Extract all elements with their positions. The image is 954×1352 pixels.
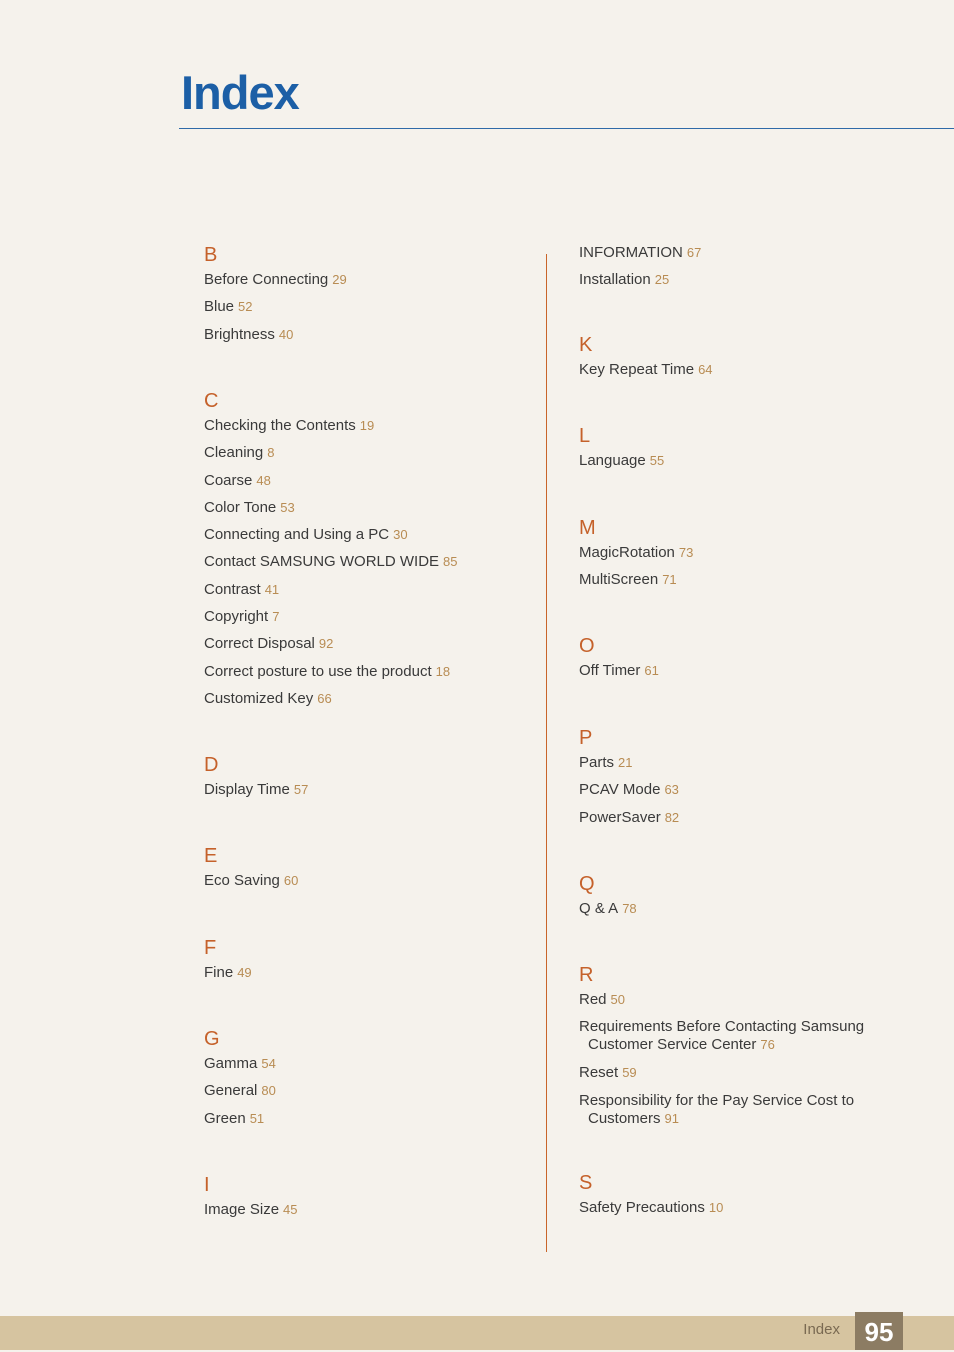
entry-page: 52 bbox=[238, 299, 253, 315]
entry-text: Parts bbox=[579, 754, 615, 771]
index-section-e bbox=[204, 844, 524, 899]
index-entry[interactable] bbox=[204, 1110, 524, 1128]
index-entry[interactable] bbox=[204, 663, 524, 681]
section-letter: I bbox=[204, 1174, 210, 1196]
entry-page: 18 bbox=[435, 663, 451, 679]
index-entry[interactable] bbox=[579, 361, 909, 379]
entry-text: Green bbox=[204, 1109, 246, 1127]
index-entry[interactable] bbox=[204, 1201, 524, 1219]
index-section-g bbox=[204, 1027, 524, 1137]
entry-page: 41 bbox=[264, 581, 280, 597]
title-divider bbox=[179, 128, 954, 129]
entry-page: 82 bbox=[664, 809, 680, 825]
index-section-i bbox=[204, 1173, 524, 1228]
index-entry[interactable] bbox=[579, 544, 909, 562]
entry-page: 91 bbox=[664, 1110, 679, 1126]
entry-text: Correct Disposal bbox=[204, 635, 315, 653]
section-letter: M bbox=[579, 517, 596, 539]
index-entry[interactable] bbox=[204, 581, 524, 599]
entry-page: 73 bbox=[678, 545, 694, 560]
entry-text: Fine bbox=[204, 964, 234, 981]
entry-page: 60 bbox=[283, 873, 299, 888]
entry-text: Checking the Contents bbox=[204, 417, 356, 434]
index-entry[interactable] bbox=[204, 1055, 524, 1073]
entry-text: Correct posture to use the product bbox=[204, 662, 432, 680]
index-entry[interactable] bbox=[579, 571, 909, 589]
entry-page: 67 bbox=[686, 245, 702, 260]
entry-text: Contrast bbox=[204, 580, 261, 598]
entry-text: Contact SAMSUNG WORLD WIDE bbox=[204, 553, 440, 571]
index-entry[interactable] bbox=[204, 964, 524, 982]
index-entry[interactable] bbox=[579, 662, 909, 680]
section-letter: R bbox=[579, 964, 594, 986]
page-title: Index bbox=[181, 66, 299, 119]
entry-text: MultiScreen bbox=[579, 571, 659, 589]
entry-page: 49 bbox=[237, 965, 252, 980]
entry-text: PCAV Mode bbox=[579, 781, 661, 799]
entry-page: 50 bbox=[610, 992, 625, 1007]
index-entry[interactable] bbox=[579, 244, 909, 262]
index-section-m bbox=[579, 516, 909, 599]
index-entry[interactable] bbox=[204, 526, 524, 544]
entry-text: PowerSaver bbox=[579, 808, 661, 826]
section-letter: L bbox=[579, 425, 591, 447]
section-letter: P bbox=[579, 727, 593, 749]
page-number: 95 bbox=[855, 1312, 903, 1350]
entry-text: INFORMATION bbox=[579, 244, 683, 261]
entry-text: Image Size bbox=[204, 1201, 280, 1218]
section-letter: E bbox=[204, 845, 218, 867]
index-entry[interactable] bbox=[579, 1018, 888, 1054]
entry-page: 51 bbox=[249, 1110, 265, 1126]
entry-text: Q & A bbox=[579, 900, 619, 917]
index-section-i-continued bbox=[579, 244, 909, 299]
entry-text: Display Time bbox=[204, 781, 290, 798]
entry-text: Blue bbox=[204, 298, 235, 316]
section-letter: Q bbox=[579, 873, 595, 895]
section-letter: C bbox=[204, 390, 219, 412]
index-section-d bbox=[204, 753, 524, 808]
section-letter: K bbox=[579, 334, 593, 356]
index-section-s bbox=[579, 1171, 909, 1226]
entry-page: 64 bbox=[698, 362, 713, 377]
section-letter: O bbox=[579, 635, 595, 657]
entry-page: 8 bbox=[267, 445, 275, 461]
entry-text: Reset bbox=[579, 1064, 619, 1082]
entry-text: Color Tone bbox=[204, 498, 277, 516]
index-section-b bbox=[204, 243, 524, 353]
index-entry[interactable] bbox=[204, 417, 524, 435]
index-entry[interactable] bbox=[579, 1064, 909, 1082]
entry-text: Gamma bbox=[204, 1055, 258, 1072]
entry-page: 61 bbox=[644, 663, 659, 678]
index-section-p bbox=[579, 726, 909, 836]
index-entry[interactable] bbox=[204, 499, 524, 517]
section-letter: B bbox=[204, 244, 218, 266]
index-entry[interactable] bbox=[204, 444, 524, 462]
section-letter: S bbox=[579, 1172, 593, 1194]
index-entry[interactable] bbox=[579, 809, 909, 827]
index-entry[interactable] bbox=[204, 872, 524, 890]
entry-text: Connecting and Using a PC bbox=[204, 526, 390, 544]
index-entry[interactable] bbox=[204, 608, 524, 626]
entry-text: Off Timer bbox=[579, 662, 641, 679]
section-letter: F bbox=[204, 937, 217, 959]
index-entry[interactable] bbox=[204, 298, 524, 316]
entry-text: Key Repeat Time bbox=[579, 361, 695, 378]
entry-page: 78 bbox=[622, 901, 637, 916]
index-section-f bbox=[204, 936, 524, 991]
index-entry[interactable] bbox=[204, 271, 524, 289]
entry-text: Brightness bbox=[204, 325, 275, 343]
entry-page: 7 bbox=[272, 609, 280, 625]
entry-text: Before Connecting bbox=[204, 271, 329, 288]
entry-text: Installation bbox=[579, 271, 651, 289]
entry-page: 71 bbox=[662, 572, 677, 588]
index-entry[interactable] bbox=[204, 1082, 524, 1100]
entry-page: 59 bbox=[622, 1065, 637, 1081]
entry-page: 45 bbox=[283, 1202, 298, 1217]
index-entry[interactable] bbox=[579, 271, 909, 289]
entry-page: 85 bbox=[443, 554, 458, 570]
section-letter: D bbox=[204, 754, 219, 776]
entry-text: Eco Saving bbox=[204, 872, 280, 889]
entry-page: 10 bbox=[708, 1200, 724, 1215]
entry-text: Coarse bbox=[204, 471, 253, 489]
entry-text: Copyright bbox=[204, 608, 269, 626]
index-section-l bbox=[579, 424, 909, 479]
index-entry[interactable] bbox=[204, 690, 524, 708]
index-section-q bbox=[579, 872, 909, 927]
index-entry[interactable] bbox=[579, 452, 909, 470]
index-entry[interactable] bbox=[579, 1199, 909, 1217]
entry-page: 29 bbox=[332, 272, 347, 287]
index-section-r bbox=[579, 963, 909, 1138]
entry-text: Customized Key bbox=[204, 689, 314, 707]
index-entry[interactable] bbox=[579, 781, 909, 799]
index-entry[interactable] bbox=[579, 1092, 878, 1128]
entry-text: Requirements Before Contacting Samsung Customer Service Center bbox=[579, 1018, 865, 1054]
footer-label: Index bbox=[803, 1321, 840, 1338]
entry-page: 25 bbox=[654, 272, 670, 288]
index-entry[interactable] bbox=[204, 635, 524, 653]
entry-text: Red bbox=[579, 991, 607, 1008]
entry-page: 21 bbox=[618, 755, 633, 770]
entry-page: 53 bbox=[280, 499, 295, 515]
entry-page: 66 bbox=[317, 690, 332, 706]
entry-text: Language bbox=[579, 452, 646, 469]
section-letter: G bbox=[204, 1028, 220, 1050]
entry-text: Safety Precautions bbox=[579, 1199, 705, 1216]
entry-page: 30 bbox=[393, 527, 408, 543]
column-divider bbox=[546, 254, 547, 1252]
index-entry[interactable] bbox=[204, 553, 524, 571]
index-entry[interactable] bbox=[579, 900, 909, 918]
entry-text: General bbox=[204, 1082, 258, 1100]
entry-page: 19 bbox=[359, 418, 375, 433]
index-entry[interactable] bbox=[204, 326, 524, 344]
entry-page: 57 bbox=[293, 782, 309, 797]
entry-page: 40 bbox=[278, 326, 294, 342]
index-section-o bbox=[579, 634, 909, 689]
index-entry[interactable] bbox=[204, 781, 524, 799]
index-section-k bbox=[579, 333, 909, 388]
entry-page: 80 bbox=[261, 1083, 276, 1099]
entry-page: 92 bbox=[318, 636, 334, 652]
index-entry[interactable] bbox=[579, 991, 909, 1009]
entry-text: MagicRotation bbox=[579, 544, 675, 561]
entry-text: Responsibility for the Pay Service Cost to Customers bbox=[579, 1091, 855, 1127]
entry-text: Cleaning bbox=[204, 444, 264, 462]
index-entry[interactable] bbox=[579, 754, 909, 772]
index-section-c bbox=[204, 389, 524, 717]
entry-page: 76 bbox=[760, 1037, 775, 1053]
index-entry[interactable] bbox=[204, 472, 524, 490]
entry-page: 55 bbox=[649, 453, 665, 468]
entry-page: 54 bbox=[261, 1056, 276, 1071]
entry-page: 63 bbox=[664, 782, 679, 798]
entry-page: 48 bbox=[256, 472, 271, 488]
